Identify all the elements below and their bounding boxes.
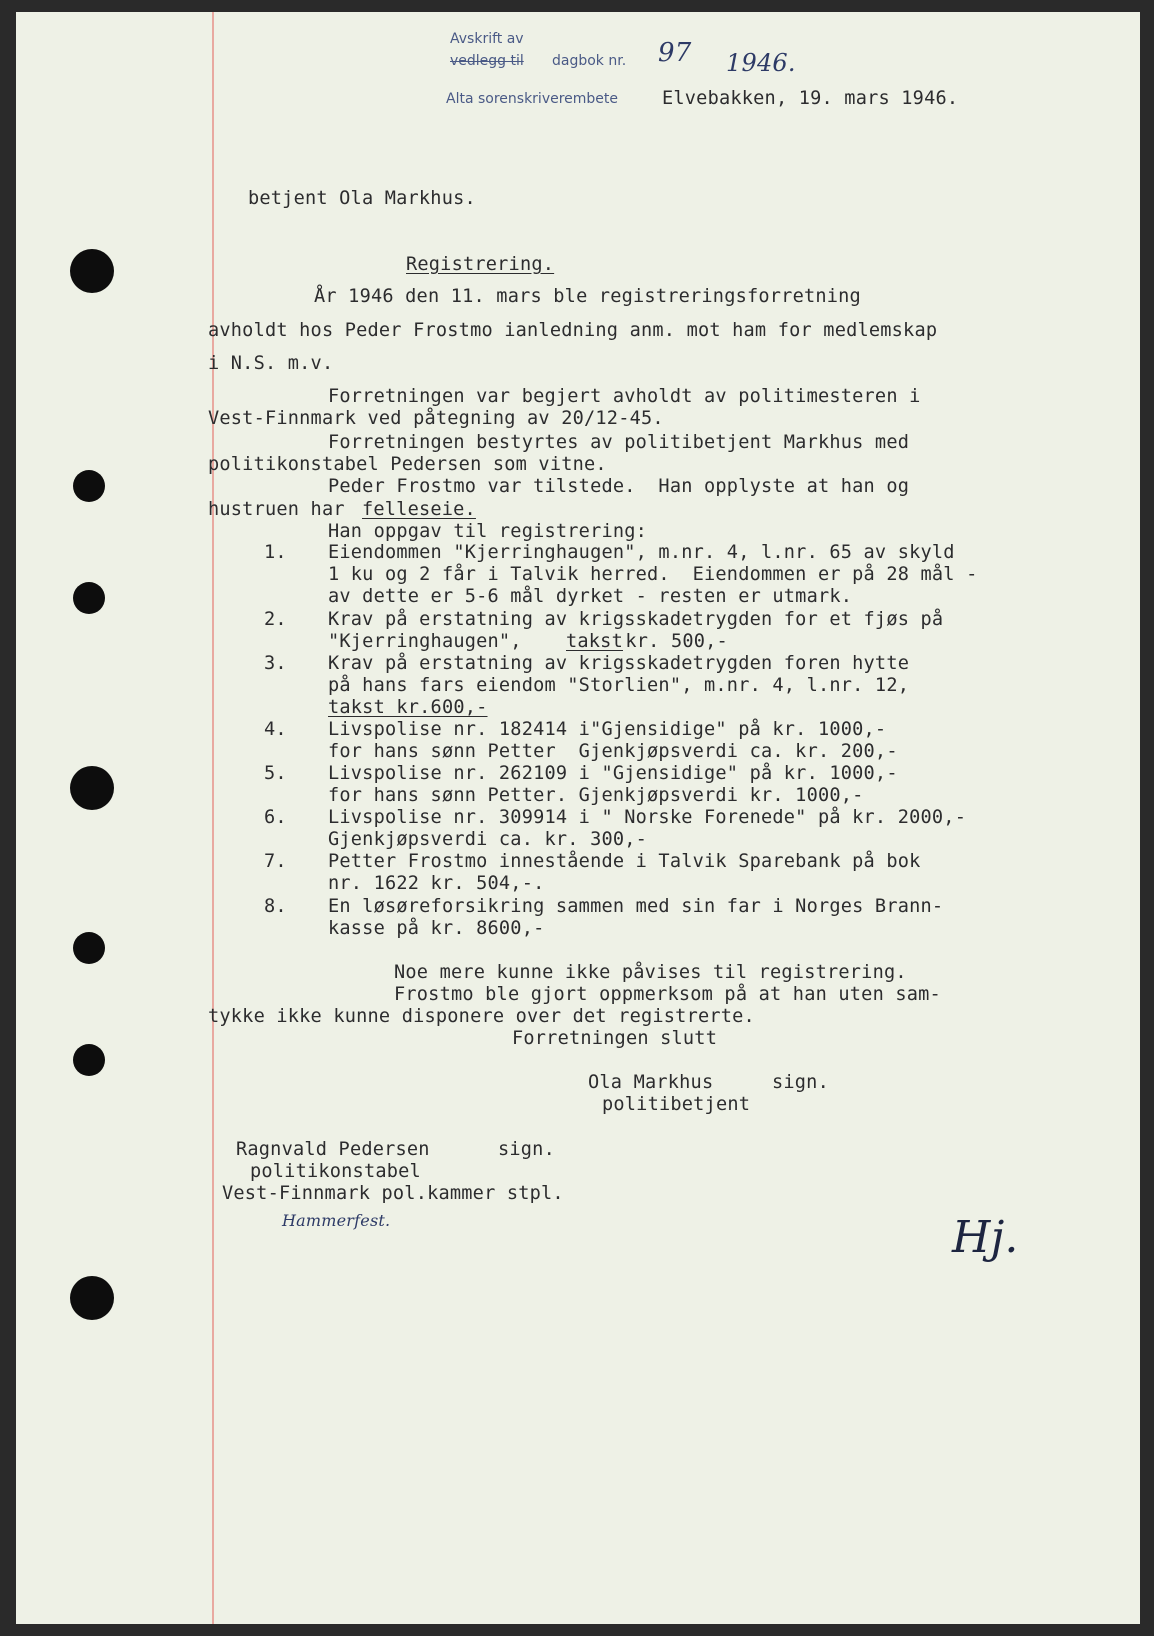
item-line: Gjenkjøpsverdi ca. kr. 300,- [328, 829, 648, 850]
punch-hole [73, 582, 105, 614]
signature-name: Ola Markhus [588, 1072, 714, 1093]
item-line: nr. 1622 kr. 504,-. [328, 873, 545, 894]
stamp-avskrift: Avskrift av [450, 31, 524, 47]
item-number: 6. [264, 807, 287, 828]
item-number: 3. [264, 653, 287, 674]
paragraph-line: Peder Frostmo var tilstede. Han opplyste at han og [328, 476, 910, 497]
item-number: 4. [264, 719, 287, 740]
item-line: En løsøreforsikring sammen med sin far i Norges Brann- [328, 896, 944, 917]
signature-role: politikonstabel [250, 1161, 421, 1182]
punch-hole [73, 932, 105, 964]
punch-hole [70, 766, 114, 810]
punch-hole [70, 249, 114, 293]
item-line: av dette er 5-6 mål dyrket - resten er utmark. [328, 586, 853, 607]
item-underlined: takst kr.600,- [328, 697, 488, 718]
item-line: 1 ku og 2 får i Talvik herred. Eiendommen er på 28 mål - [328, 564, 978, 585]
punch-hole [70, 1276, 114, 1320]
addressee: betjent Ola Markhus. [248, 188, 476, 209]
paragraph-underlined: felleseie. [362, 499, 476, 520]
item-line: Livspolise nr. 182414 i"Gjensidige" på kr. 1000,- [328, 719, 887, 740]
closing-line: Frostmo ble gjort oppmerksom på at han uten sam- [394, 984, 941, 1005]
item-number: 1. [264, 542, 287, 563]
paragraph-line: Han oppgav til registrering: [328, 521, 648, 542]
stamp-dagbok: dagbok nr. [552, 53, 627, 69]
dagbok-year: 1946. [726, 49, 796, 77]
paragraph-line: Forretningen bestyrtes av politibetjent Markhus med [328, 432, 910, 453]
punch-hole [73, 470, 105, 502]
intro-line: År 1946 den 11. mars ble registreringsforretning [314, 286, 861, 307]
paragraph-line: hustruen har [208, 499, 357, 520]
item-number: 8. [264, 896, 287, 917]
item-line: for hans sønn Petter. Gjenkjøpsverdi kr. 1000,- [328, 785, 864, 806]
item-line: Livspolise nr. 309914 i " Norske Forenede" på kr. 2000,- [328, 807, 967, 828]
closing-line: Forretningen slutt [512, 1028, 718, 1049]
signature-sign: sign. [772, 1072, 829, 1093]
item-underlined: takst [566, 631, 623, 652]
item-line: Petter Frostmo innestående i Talvik Sparebank på bok [328, 851, 921, 872]
item-number: 7. [264, 851, 287, 872]
stamp-office: Alta sorenskriverembete [446, 91, 619, 107]
place-date: Elvebakken, 19. mars 1946. [662, 88, 959, 109]
item-line: Krav på erstatning av krigsskadetrygden for et fjøs på [328, 609, 944, 630]
intro-line: i N.S. m.v. [208, 353, 334, 374]
closing-line: tykke ikke kunne disponere over det registrerte. [208, 1006, 755, 1027]
signature-role: politibetjent [602, 1094, 751, 1115]
item-number: 2. [264, 609, 287, 630]
margin-rule [212, 12, 214, 1624]
stamp-note: Vest-Finnmark pol.kammer stpl. [222, 1183, 564, 1204]
closing-line: Noe mere kunne ikke påvises til registrering. [394, 962, 907, 983]
item-line: på hans fars eiendom "Storlien", m.nr. 4, l.nr. 12, [328, 675, 910, 696]
document-page [16, 12, 1140, 1624]
item-line: kasse på kr. 8600,- [328, 918, 545, 939]
intro-line: avholdt hos Peder Frostmo ianledning anm. mot ham for medlemskap [208, 320, 938, 341]
punch-hole [73, 1044, 105, 1076]
item-number: 5. [264, 763, 287, 784]
item-line: Livspolise nr. 262109 i "Gjensidige" på kr. 1000,- [328, 763, 898, 784]
document-title: Registrering. [406, 254, 555, 275]
dagbok-number: 97 [658, 38, 692, 68]
item-line: Krav på erstatning av krigsskadetrygden foren hytte [328, 653, 910, 674]
paragraph-line: Vest-Finnmark ved påtegning av 20/12-45. [208, 408, 664, 429]
signature-name: Ragnvald Pedersen [236, 1139, 430, 1160]
paragraph-line: Forretningen var begjert avholdt av politimesteren i [328, 386, 921, 407]
item-line: for hans sønn Petter Gjenkjøpsverdi ca. kr. 200,- [328, 741, 898, 762]
paragraph-line: politikonstabel Pedersen som vitne. [208, 454, 607, 475]
item-line: Eiendommen "Kjerringhaugen", m.nr. 4, l.nr. 65 av skyld [328, 542, 955, 563]
handwritten-place: Hammerfest. [282, 1211, 391, 1230]
handwritten-initials: Hj. [952, 1212, 1019, 1263]
stamp-vedlegg: vedlegg til [450, 53, 524, 69]
signature-sign: sign. [498, 1139, 555, 1160]
item-line: "Kjerringhaugen", [328, 631, 534, 652]
item-line: kr. 500,- [614, 631, 728, 652]
